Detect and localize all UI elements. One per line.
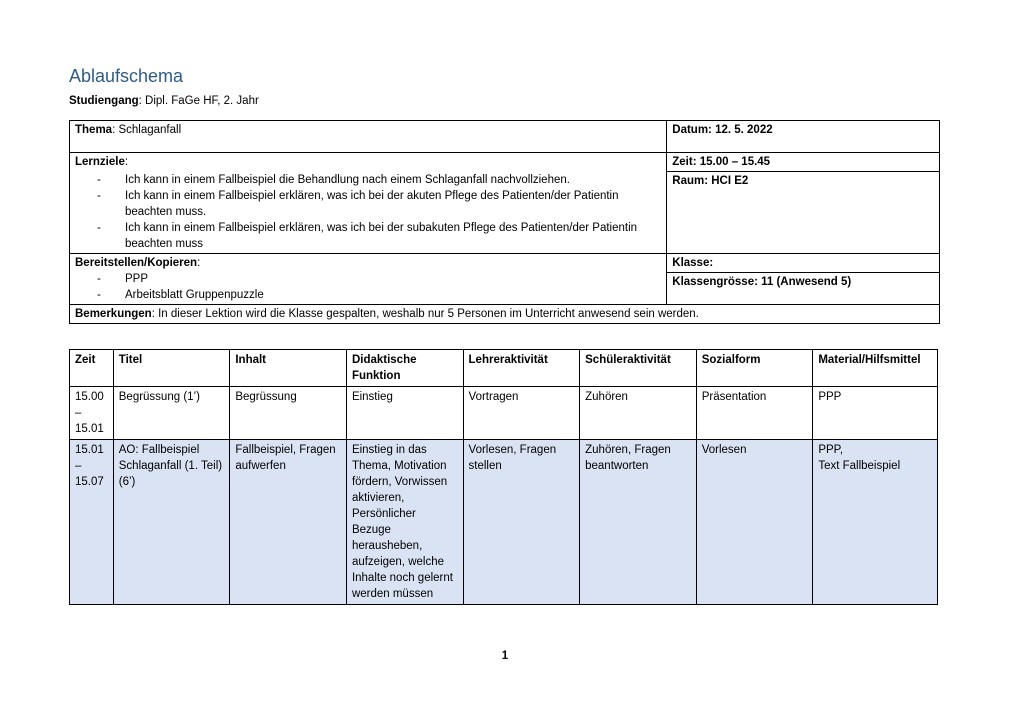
bereitstellen-cell <box>70 254 667 305</box>
column-header: Inhalt <box>230 350 347 387</box>
bemerkungen-label: Bemerkungen <box>75 308 152 320</box>
column-header: Schüleraktivität <box>580 350 697 387</box>
list-item: - Ich kann in einem Fallbeispiel die Behandlung nach einem Schlaganfall nachvollziehen. <box>119 172 661 188</box>
list-item: - PPP <box>119 271 661 287</box>
zeit-cell: Zeit: 15.00 – 15.45 <box>667 153 940 172</box>
cell-material: PPP <box>813 387 938 440</box>
klassengroesse-value: : 11 (Anwesend 5) <box>754 276 852 288</box>
cell-material <box>813 440 938 605</box>
studiengang-label: Studiengang <box>69 95 139 107</box>
table-row <box>70 440 938 605</box>
cell-lehrer: Vorlesen, Fragen stellen <box>463 440 580 605</box>
cell-zeit: 15.01 – 15.07 <box>70 440 114 605</box>
raum-cell <box>667 172 940 254</box>
material-line: PPP, <box>818 444 844 456</box>
column-header: Material/Hilfsmittel <box>813 350 938 387</box>
bereitstellen-label: Bereitstellen/Kopieren <box>75 257 198 269</box>
material-line: Text Fallbeispiel <box>818 460 901 472</box>
lesson-info-table <box>69 120 940 324</box>
klasse-cell <box>667 254 940 273</box>
cell-schueler: Zuhören, Fragen beantworten <box>580 440 697 605</box>
lesson-plan-table <box>69 349 938 605</box>
cell-titel: Begrüssung (1’) <box>113 387 230 440</box>
list-item: - Ich kann in einem Fallbeispiel erklären, was ich bei der akuten Pflege des Patienten/der Patientin beachten muss. <box>119 188 661 220</box>
datum-cell <box>667 121 940 153</box>
lernziele-suffix: : <box>124 156 129 168</box>
bereitstellen-list <box>75 271 661 303</box>
studiengang-line <box>69 95 259 107</box>
thema-cell <box>70 121 667 153</box>
column-header: Titel <box>113 350 230 387</box>
raum-value: : HCI E2 <box>704 175 749 187</box>
cell-inhalt: Begrüssung <box>230 387 347 440</box>
thema-value: : Schlaganfall <box>112 124 182 136</box>
raum-label: Raum <box>672 175 705 187</box>
list-item: - Arbeitsblatt Gruppenpuzzle <box>119 287 661 303</box>
datum-value: : 12. 5. 2022 <box>708 124 773 136</box>
cell-lehrer: Vortragen <box>463 387 580 440</box>
klassengroesse-cell <box>667 273 940 305</box>
cell-sozial: Vorlesen <box>696 440 813 605</box>
bereitstellen-suffix: : <box>197 257 201 269</box>
thema-label: Thema <box>75 124 113 136</box>
column-header: Lehreraktivität <box>463 350 580 387</box>
cell-inhalt: Fallbeispiel, Fragen aufwerfen <box>230 440 347 605</box>
datum-label: Datum <box>672 124 709 136</box>
table-row <box>70 387 938 440</box>
page-number: 1 <box>501 650 509 662</box>
cell-schueler: Zuhören <box>580 387 697 440</box>
column-header: Zeit <box>70 350 114 387</box>
list-item: - Ich kann in einem Fallbeispiel erklären, was ich bei der subakuten Pflege des Patienten/der Patientin beachten muss <box>119 220 661 252</box>
bemerkungen-cell <box>70 305 940 324</box>
lernziele-list <box>75 172 661 252</box>
cell-titel: AO: Fallbeispiel Schlaganfall (1. Teil) (6’) <box>113 440 230 605</box>
column-header: Didaktische Funktion <box>346 350 463 387</box>
table-header-row <box>70 350 938 387</box>
page-title: Ablaufschema <box>69 66 184 86</box>
klassengroesse-label: Klassengrösse <box>672 276 755 288</box>
studiengang-value: : Dipl. FaGe HF, 2. Jahr <box>138 95 259 107</box>
klasse-value: : <box>709 257 714 269</box>
column-header: Sozialform <box>696 350 813 387</box>
lernziele-label: Lernziele <box>75 156 125 168</box>
cell-sozial: Präsentation <box>696 387 813 440</box>
bemerkungen-value: : In dieser Lektion wird die Klasse gespalten, weshalb nur 5 Personen im Unterricht anwesend sein werden. <box>151 308 699 320</box>
lernziele-cell <box>70 153 667 254</box>
cell-funktion: Einstieg <box>346 387 463 440</box>
klasse-label: Klasse <box>672 257 710 269</box>
cell-zeit: 15.00 – 15.01 <box>70 387 114 440</box>
cell-funktion: Einstieg in das Thema, Motivation fördern, Vorwissen aktivieren, Persönlicher Bezuge herausheben, aufzeigen, welche Inhalte noch gelernt werden müssen <box>346 440 463 605</box>
